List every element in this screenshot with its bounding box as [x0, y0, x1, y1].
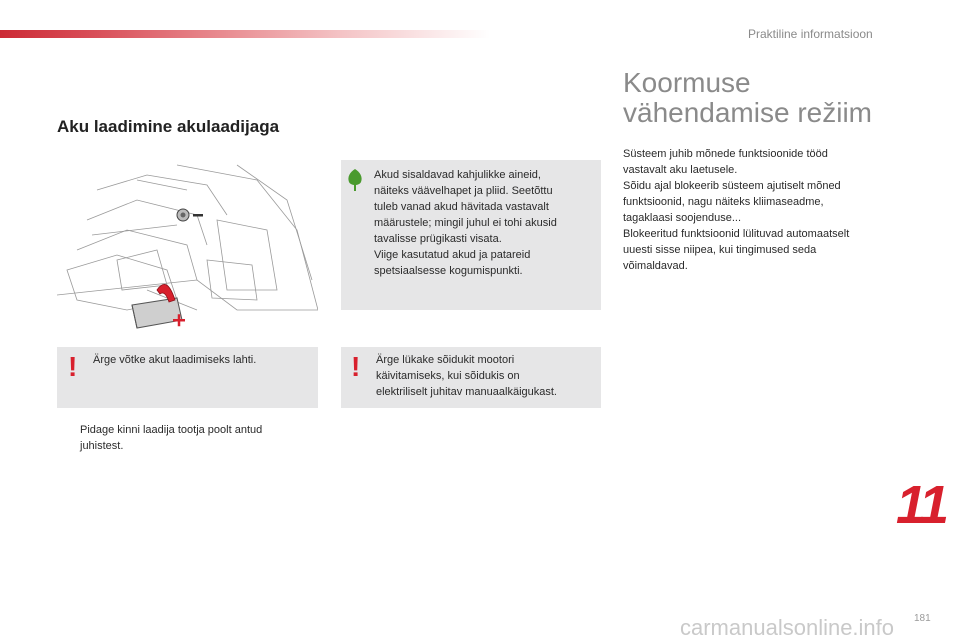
- warning-right-text: [376, 352, 596, 400]
- eco-note-text: [374, 167, 596, 279]
- right-title-line: Koormuse: [623, 67, 751, 98]
- warning-line: käivitamiseks, kui sõidukis on: [376, 370, 520, 382]
- leaf-icon: [346, 168, 364, 192]
- battery-diagram: [57, 160, 318, 340]
- page-number: 181: [914, 613, 931, 624]
- exclamation-icon: !: [68, 351, 78, 382]
- header-color-bar: [0, 30, 490, 38]
- bullet-line: juhistest.: [80, 440, 124, 452]
- paragraph-line: uuesti sisse niipea, kui tingimused seda: [623, 244, 817, 256]
- paragraph-line: Blokeeritud funktsioonid lülituvad automaatselt: [623, 228, 850, 240]
- paragraph-line: võimaldavad.: [623, 260, 688, 272]
- load-reduction-paragraph: [623, 146, 903, 274]
- right-title-line: vähendamise režiim: [623, 97, 872, 128]
- eco-note-line: määrustele; mingil juhul ei tohi akusid: [374, 217, 557, 229]
- paragraph-line: Sõidu ajal blokeerib süsteem ajutiselt mõned: [623, 180, 841, 192]
- section-header: Praktiline informatsioon: [748, 27, 873, 41]
- right-section-title: [623, 68, 943, 128]
- watermark: carmanualsonline.info: [680, 615, 895, 640]
- eco-note-line: Akud sisaldavad kahjulikke aineid,: [374, 169, 541, 181]
- left-section-title: Aku laadimine akulaadijaga: [57, 117, 280, 136]
- warning-line: Ärge lükake sõidukit mootori: [376, 354, 515, 366]
- paragraph-line: funktsioonid, nagu näiteks kliimaseadme,: [623, 196, 824, 208]
- bullet-text: [80, 422, 310, 454]
- eco-note-line: tavalisse prügikasti visata.: [374, 233, 502, 245]
- warning-line: elektriliselt juhitav manuaalkäigukast.: [376, 386, 557, 398]
- paragraph-line: vastavalt aku laetusele.: [623, 164, 738, 176]
- warning-left-text: Ärge võtke akut laadimiseks lahti.: [93, 354, 257, 366]
- eco-note-line: Viige kasutatud akud ja patareid: [374, 249, 531, 261]
- bullet-line: Pidage kinni laadija tootja poolt antud: [80, 424, 263, 436]
- eco-note-line: näiteks väävelhapet ja pliid. Seetõttu: [374, 185, 553, 197]
- chapter-number: 11: [896, 475, 947, 535]
- eco-note-line: spetsiaalsesse kogumispunkti.: [374, 265, 523, 277]
- eco-note-line: tuleb vanad akud hävitada vastavalt: [374, 201, 549, 213]
- paragraph-line: Süsteem juhib mõnede funktsioonide tööd: [623, 148, 828, 160]
- exclamation-icon: !: [351, 351, 361, 382]
- paragraph-line: tagaklaasi soojenduse...: [623, 212, 742, 224]
